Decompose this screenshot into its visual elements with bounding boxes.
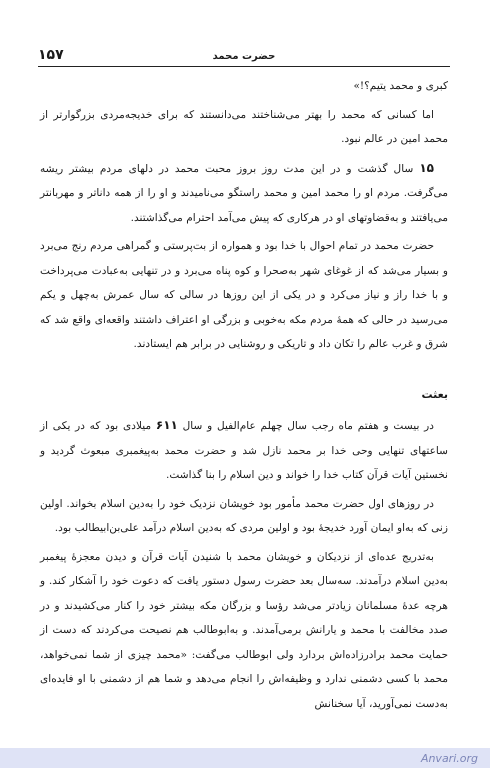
running-header [38,44,450,67]
watermark-bar [0,748,490,768]
paragraph: کبری و محمد یتیم؟!» [353,80,448,92]
inline-number: ۱۵ [419,160,434,175]
paragraph: در بیست و هفتم ماه رجب سال چهلم عام‌الفیل و سال ۶۱۱ میلادی بود که در یکی از ساعتهای تنهایی وحی خدا بر محمد نازل شد و حضرت محمد به‌پیغمبری مبعوث گردید و نخستین آیات قرآن کتاب خدا را خواند و دین اسلام را بنا گذاشت. [40,418,448,481]
running-title: حضرت محمد [212,51,276,62]
paragraph: در روزهای اول حضرت محمد مأمور بود خویشان نزدیک خود را به‌دین اسلام بخواند. اولین زنی که به‌او ایمان آورد خدیجهٔ بود و اولین مردی که به‌دین اسلام درآمد علی‌بن‌ابیطالب بود. [40,497,448,534]
inline-number: ۶۱۱ [155,418,178,432]
page-number: ۱۵۷ [38,47,64,63]
paragraph: به‌تدریج عده‌ای از نزدیکان و خویشان محمد با شنیدن آیات قرآن و دیدن معجزهٔ پیغمبر به‌دین اسلام درآمدند. سه‌سال بعد حضرت رسول دستور یافت که دعوت خود را آشکار کند. و هرچه عدهٔ مسلمانان زیادتر می‌شد رؤسا و بزرگان مکه بیشتر خود را کنار می‌کشیدند و در صدد مخالفت با محمد و یارانش برمی‌آمدند. و به‌ابوطالب هم نصیحت می‌کردند که دست از حمایت محمد برادرزاده‌اش بردارد ولی ابوطالب می‌گفت: «محمد چیزی از شما نمی‌خواهد، محمد با کسی دشمنی ندارد و وظیفه‌اش را انجام می‌دهد و شما هم از دشمنی با او فایده‌ای به‌دست نمی‌آورید، آیا سخنانش [40,550,448,710]
body-text [40,74,448,720]
paragraph: ۱۵ سال گذشت و در این مدت روز بروز محبت محمد در دلهای مردم بیشتر ریشه می‌گرفت. مردم او را محمد امین و محمد راستگو می‌نامیدند و او را از همه داناتر و مهربانتر می‌یافتند و به‌قضاوتهای او در هرکاری که پیش می‌آمد احترام می‌گذاشتند. [40,160,448,224]
paragraph: حضرت محمد در تمام احوال با خدا بود و همواره از بت‌پرستی و گمراهی مردم رنج می‌برد و بسیار می‌شد که از غوغای شهر به‌صحرا و کوه پناه می‌برد و در تنهایی به‌عبادت می‌پرداخت و با خدا راز و نیاز می‌کرد و در یکی از این روزها در سالی که سال عمرش به‌چهل و یکم می‌رسید در حالی که همهٔ مردم مکه به‌خوبی و بزرگی او اعتراف داشتند واقعه‌ای واقع شد که شرق و غرب عالم را تکان داد و تاریکی و روشنایی در برابر هم ایستادند. [40,240,448,350]
section-heading: بعثت [421,387,448,401]
paragraph: اما کسانی که محمد را بهتر می‌شناختند می‌دانستند که برای خدیجه‌مردی بزرگوارتر از محمد امین در عالم نبود. [40,108,448,145]
watermark: Anvari.org [420,752,478,765]
